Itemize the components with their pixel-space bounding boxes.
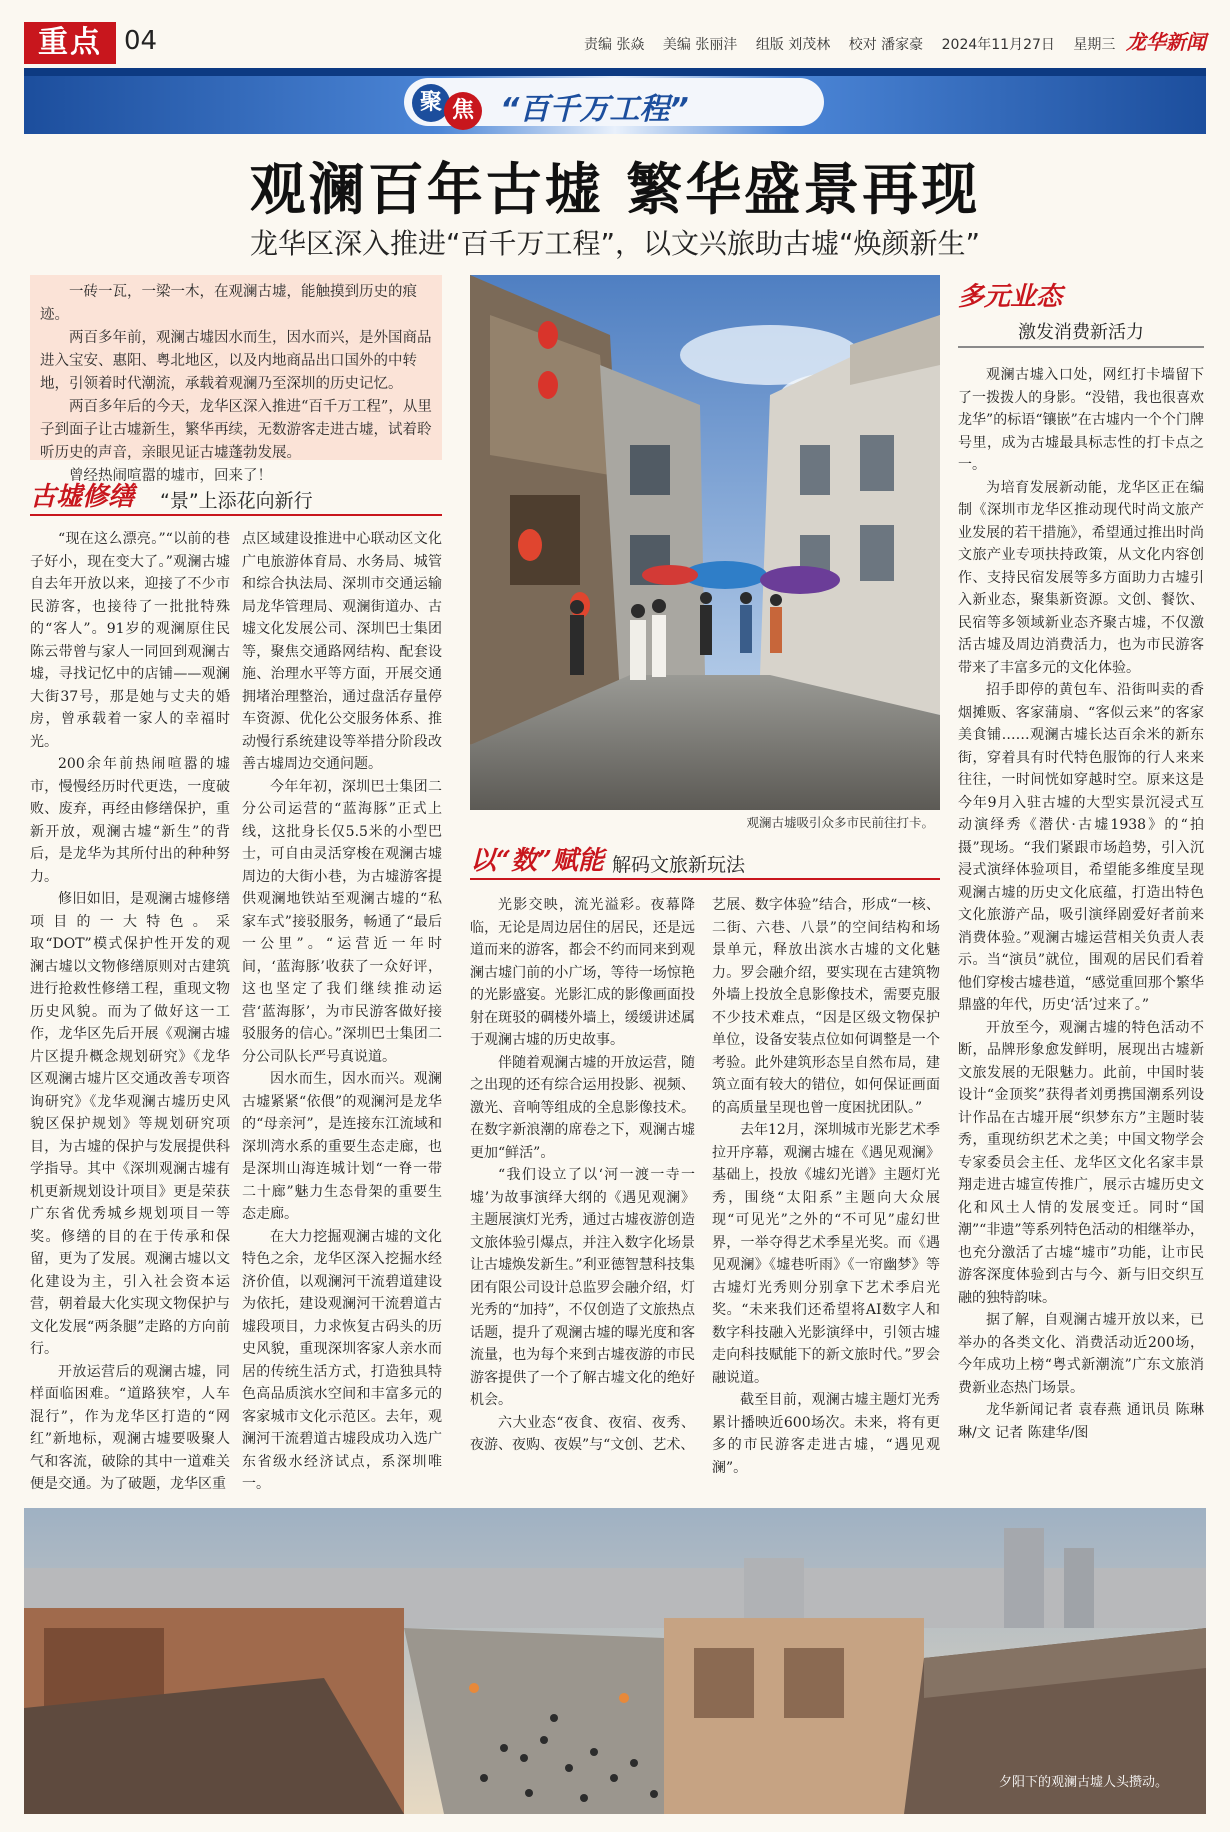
banner-title: “百千万工程” (500, 92, 689, 127)
section-subtitle: 解码文旅新玩法 (612, 854, 746, 876)
credit-editor: 责编 张焱 (584, 37, 645, 53)
paragraph: 六大业态“夜食、夜宿、夜秀、夜游、夜购、夜娱”与“文创、艺术、 (470, 1414, 695, 1453)
lead-paragraph: 两百多年前，观澜古墟因水而生，因水而兴，是外国商品进入宝安、惠阳、粤北地区，以及内地商品出口国外的中转地，引领着时代潮流，承载着观澜乃至深圳的历史记忆。 (40, 330, 432, 392)
sub-headline: 龙华区深入推进“百千万工程”，以文兴旅助古墟“焕颜新生” (249, 227, 981, 260)
credit-layout: 组版 刘茂林 (755, 37, 831, 53)
photo-caption: 观澜古墟吸引众多市民前往打卡。 (746, 815, 934, 830)
paragraph: 招手即停的黄包车、沿街叫卖的香烟摊贩、客家蒲扇、“客似云来”的客家美食铺……观澜古墟长达百余米的新东街，穿着具有时代特色服饰的行人来来往往，一时间恍如穿越时空。原来这是今年9月入驻古墟的大型实景沉浸式互动演绎秀《潜伏·古墟1938》的“拍摄”现场。“我们紧跟市场趋势，引入沉浸式演绎体验项目，希望能多维度呈现观澜古墟的历史文化底蕴，打造出特色文化旅游产品，吸引演绎剧爱好者前来消费体验。”观澜古墟运营相关负责人表示。当“演员”就位，围观的居民们看着他们穿梭古墟巷道，“感觉重回那个繁华鼎盛的年代，历史‘活’过来了。” (958, 682, 1204, 1013)
paragraph: 伴随着观澜古墟的开放运营，随之出现的还有综合运用投影、视频、激光、音响等组成的全息影像技术。在数字新浪潮的席卷之下，观澜古墟更加“鲜活”。 (470, 1054, 695, 1161)
page-header (24, 22, 1206, 66)
panorama-photo (24, 1508, 1206, 1814)
page-number: 04 (124, 26, 158, 56)
issue-date: 2024年11月27日 (941, 37, 1055, 53)
credit-designer: 美编 张丽沣 (662, 37, 738, 53)
paragraph: 去年12月，深圳城市光影艺术季拉开序幕，观澜古墟在《遇见观澜》基础上，投放《墟幻光谱》主题灯光秀，围绕“太阳系”主题向大众展现“可见光”之外的“不可见”虚幻世界，一举夺得艺术季星光奖。而《遇见观澜》《墟巷听雨》《一帘幽梦》等古墟灯光秀则分别拿下艺术季启光奖。“未来我们还希望将AI数字人和数字科技融入光影演绎中，引领古墟走向科技赋能下的新文旅时代。”罗会融说道。 (712, 1122, 940, 1386)
street-photo (470, 275, 940, 810)
paragraph: 修旧如旧，是观澜古墟修缮项目的一大特色。采取“DOT”模式保护性开发的观澜古墟以文物修缮原则对古建筑进行抢救性修缮工程，重现文物历史风貌。而为了做好这一工作，龙华区先后开展《观澜古墟片区提升概念规划研究》《龙华区观澜古墟片区交通改善专项咨询研究》《龙华观澜古墟历史风貌区保护规划》等规划研究项目，为古墟的保护与发展提供科学指导。其中《深圳观澜古墟有机更新规划设计项目》更是荣获广东省优秀城乡规划项目一等奖。修缮的目的在于传承和保留，更为了发展。观澜古墟以文化建设为主，引入社会资本运营，朝着最大化实现文物保护与文化发展“两条腿”走路的方向前行。 (30, 891, 230, 1357)
credit-proof: 校对 潘家豪 (848, 37, 924, 53)
article-column (30, 528, 230, 1496)
main-headline: 观澜百年古墟 繁华盛景再现 (249, 158, 981, 223)
photo-caption: 夕阳下的观澜古墟人头攒动。 (998, 1775, 1168, 1790)
lead-paragraph: 一砖一瓦，一梁一木，在观澜古墟，能触摸到历史的痕迹。 (40, 284, 417, 323)
paragraph: 因水而生，因水而兴。观澜古墟紧紧“依偎”的观澜河是龙华的“母亲河”，是连接东江流域和深圳湾水系的重要生态走廊，也是深圳山海连城计划“一脊一带二十廊”魅力生态骨架的重要生态走廊。 (242, 1071, 442, 1222)
section-badge: 重点 (24, 22, 116, 64)
credits-line (584, 34, 1129, 54)
issue-weekday: 星期三 (1073, 37, 1116, 53)
section-subtitle: 激发消费新活力 (1018, 322, 1144, 343)
section-rule (958, 346, 1204, 348)
section-title: 古墟修缮 (30, 482, 135, 512)
paragraph: 据了解，自观澜古墟开放以来，已举办的各类文化、消费活动近200场，今年成功上榜“粤式新潮流”广东文旅消费新业态热门场景。 (958, 1312, 1204, 1396)
article-column (712, 894, 940, 1496)
paragraph: 截至目前，观澜古墟主题灯光秀累计播映近600场次。未来，将有更多的市民游客走进古墟，“遇见观澜”。 (712, 1392, 940, 1476)
newspaper-logo: 龙华新闻 (1126, 30, 1206, 54)
paragraph: 开放运营后的观澜古墟，同样面临困难。“道路狭窄，人车混行”，作为龙华区打造的“网红”新地标，观澜古墟要吸聚人气和客流，破除的其中一道难关便是交通。为了破题，龙华区重 (30, 1363, 230, 1492)
section-heading-digital (470, 840, 940, 880)
section-title: 以“数”赋能 (470, 846, 604, 876)
section-subtitle: “景”上添花向新行 (160, 490, 313, 512)
lead-paragraph: 曾经热闹喧嚣的墟市，回来了！ (69, 468, 272, 484)
paragraph: 光影交映，流光溢彩。夜幕降临，无论是周边居住的居民，还是远道而来的游客，都会不约而同来到观澜古墟门前的小广场，等待一场惊艳的光影盛宴。光影汇成的影像画面投射在斑驳的碉楼外墙上，缓缓讲述属于观澜古墟的历史故事。 (470, 897, 695, 1048)
section-heading-business (958, 276, 1204, 316)
paragraph: 观澜古墟入口处，网红打卡墙留下了一拨拨人的身影。“没错，我也很喜欢龙华”的标语“镶嵌”在古墟内一个个门牌号里，成为古墟最具标志性的打卡点之一。 (958, 367, 1204, 473)
focus-char-2: 焦 (444, 92, 482, 130)
paragraph: 200余年前热闹喧嚣的墟市，慢慢经历时代更迭，一度破败、废弃，再经由修缮保护，重新开放，观澜古墟“新生”的背后，是龙华为其所付出的种种努力。 (30, 756, 230, 885)
paragraph: 为培育发展新动能，龙华区正在编制《深圳市龙华区推动现代时尚文旅产业发展的若干措施》，希望通过推出时尚文旅产业专项扶持政策，从文化内容创作、支持民宿发展等多方面助力古墟引入新业态，聚集新资源。文创、餐饮、民宿等多领域新业态齐聚古墟，不仅激活古墟及周边消费活力，也为市民游客带来了丰富多元的文化体验。 (958, 479, 1204, 676)
byline: 龙华新闻记者 袁春燕 通讯员 陈琳琳/文 记者 陈建华/图 (958, 1402, 1204, 1441)
article-column (470, 894, 695, 1496)
paragraph: 在大力挖掘观澜古墟的文化特色之余，龙华区深入挖掘水经济价值，以观澜河干流碧道建设为依托，建设观澜河干流碧道古墟段项目，力求恢复古码头的历史风貌，重现深圳客家人亲水而居的传统生活方式，打造独具特色高品质滨水空间和丰富多元的客家城市文化示范区。去年，观澜河干流碧道古墟段成功入选广东省级水经济试点，系深圳唯一。 (242, 1228, 442, 1492)
article-column (242, 528, 442, 1496)
paragraph: “现在这么漂亮。”“以前的巷子好小，现在变大了。”观澜古墟自去年开放以来，迎接了不少市民游客，也接待了一批批特殊的“客人”。91岁的观澜原住民陈云带曾与家人一同回到观澜古墟，寻找记忆中的店铺——观澜大街37号，那是她与丈夫的婚房，曾承载着一家人的幸福时光。 (30, 531, 230, 750)
focus-banner (24, 68, 1206, 134)
focus-char-1: 聚 (412, 84, 450, 122)
section-heading-restoration (30, 476, 442, 516)
banner-label (404, 78, 824, 126)
article-column (958, 364, 1204, 1496)
paragraph: 点区域建设推进中心联动区文化广电旅游体育局、水务局、城管和综合执法局、深圳市交通运输局龙华管理局、观澜街道办、古墟文化发展公司、深圳巴士集团等，聚焦交通路网结构、配套设施、治理水平等方面，开展交通拥堵治理整治，通过盘活存量停车资源、优化公交服务体系、推动慢行系统建设等举措分阶段改善古墟周边交通问题。 (242, 531, 442, 772)
paragraph: 今年年初，深圳巴士集团二分公司运营的“蓝海豚”正式上线，这批身长仅5.5米的小型巴士，可自由灵活穿梭在观澜古墟周边的大街小巷，为古墟游客提供观澜地铁站至观澜古墟的“私家车式”接驳服务，畅通了“最后一公里”。“运营近一年时间，‘蓝海豚’收获了一众好评，这也坚定了我们继续推动运营‘蓝海豚’，为市民游客做好接驳服务的信心。”深圳巴士集团二分公司队长严号真说道。 (242, 778, 442, 1065)
section-title: 多元业态 (958, 282, 1063, 312)
paragraph: “我们设立了以‘河一渡一寺一墟’为故事演绎大纲的《遇见观澜》主题展演灯光秀，通过古墟夜游创造文旅体验引爆点，并注入数字化场景让古墟焕发新生。”利亚德智慧科技集团有限公司设计总监罗会融介绍，灯光秀的“加持”，不仅创造了文旅热点话题，提升了观澜古墟的曝光度和客流量，也为每个来到古墟夜游的市民游客提供了一个了解古墟文化的绝好机会。 (470, 1167, 695, 1408)
lead-box (30, 275, 442, 484)
paragraph: 开放至今，观澜古墟的特色活动不断，品牌形象愈发鲜明，展现出古墟新文旅发展的无限魅力。此前，中国时装设计“金顶奖”获得者刘勇携国潮系列设计作品在古墟开展“织梦东方”主题时装秀，重现纺织艺术之美；中国文物学会专家委员会主任、龙华区文化名家丰景翔走进古墟宣传推广，展示古墟历史文化和风土人情的发展变迁。同时“国潮”“非遗”等系列特色活动的相继举办，也充分激活了古墟“墟市”功能，让市民游客深度体验到古与今、新与旧交织互融的独特韵味。 (958, 1019, 1204, 1306)
lead-paragraph: 两百多年后的今天，龙华区深入推进“百千万工程”，从里子到面子让古墟新生，繁华再续，无数游客走进古墟，试着聆听历史的声音，亲眼见证古墟蓬勃发展。 (40, 399, 432, 461)
paragraph: 艺展、数字体验”结合，形成“一核、二街、六巷、八景”的空间结构和场景单元，释放出滨水古墟的文化魅力。罗会融介绍，要实现在古建筑物外墙上投放全息影像技术，需要克服不少技术难点，“因是区级文物保护单位，设备安装点位如何调整是一个考验。此外建筑形态呈自然布局，建筑立面有较大的错位，如何保证画面的高质量呈现也曾一度困扰团队。” (712, 897, 940, 1116)
